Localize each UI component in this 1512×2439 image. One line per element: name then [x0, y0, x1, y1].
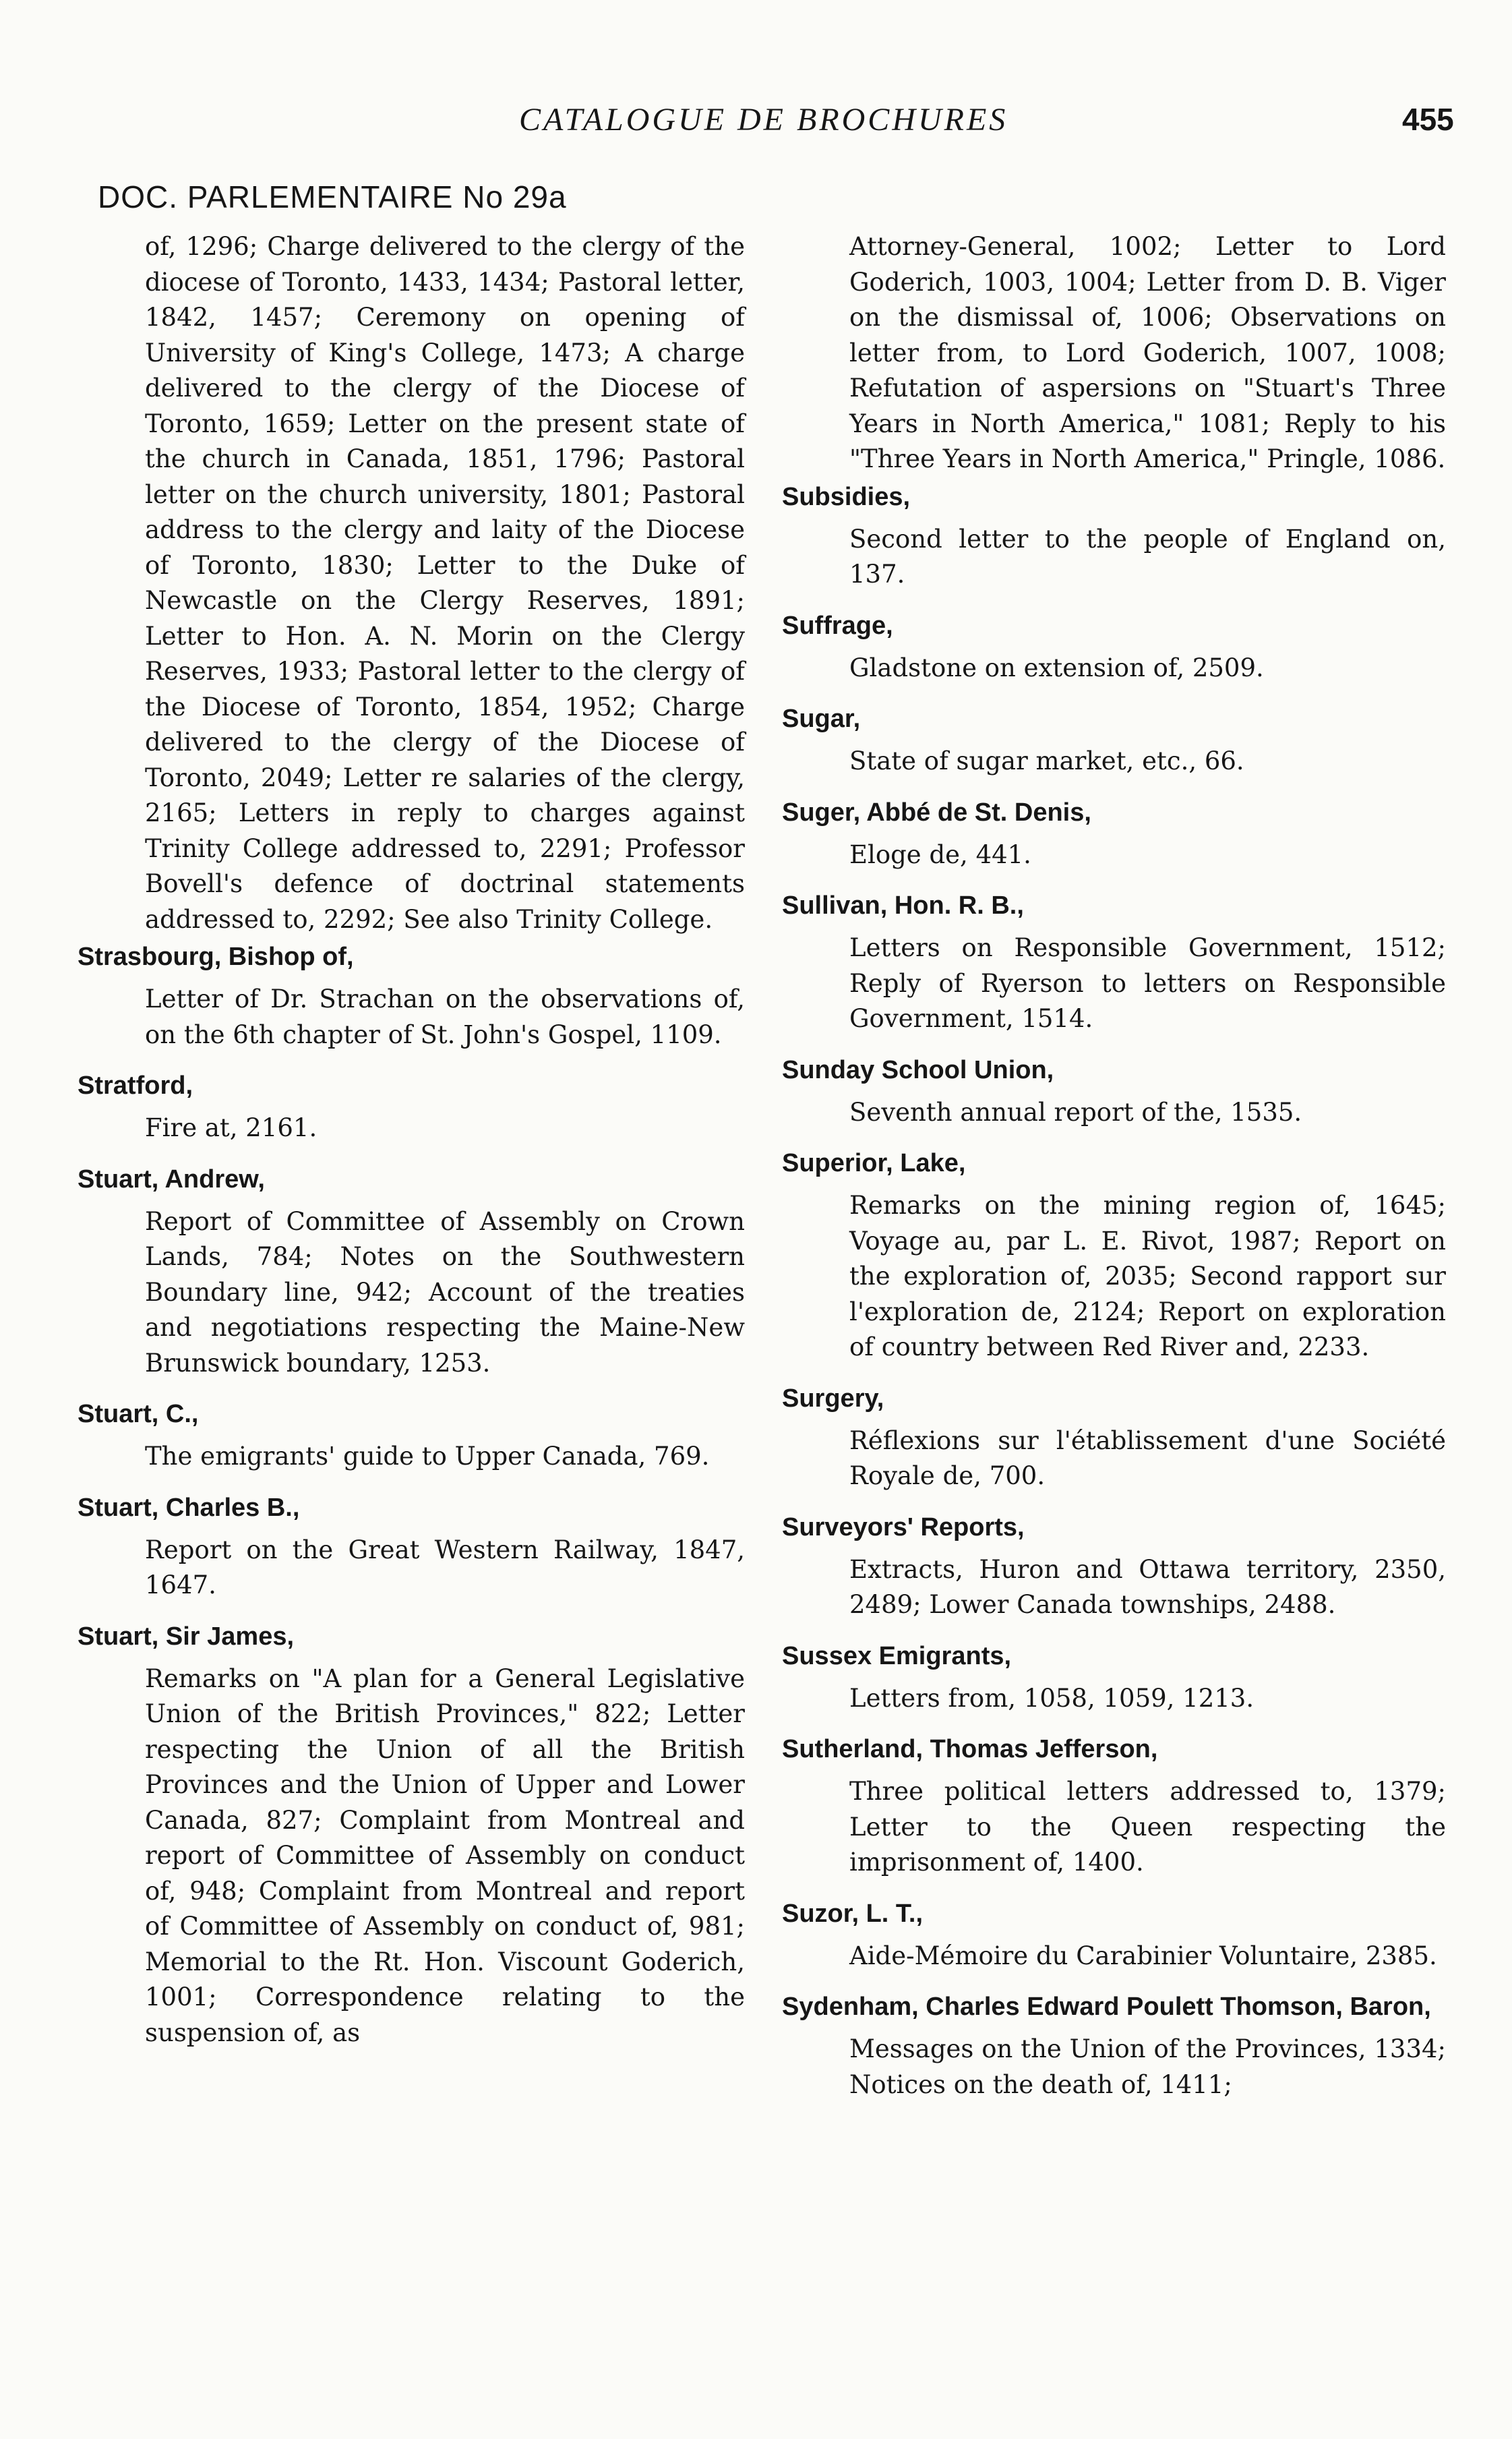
entry-text: Report of Committee of Assembly on Crown Lands, 784; Notes on the Southwestern Boundary line, 942; Account of the treaties and negotiations respecting the Maine-New Brunswick boundary, 1253. — [145, 1206, 745, 1378]
entry-heading: Surveyors' Reports, — [782, 1512, 1025, 1541]
index-entry — [782, 1894, 1446, 1974]
index-entry — [782, 1051, 1446, 1131]
index-entry — [782, 1379, 1446, 1494]
entry-text: Remarks on the mining region of, 1645; Voyage au, par L. E. Rivot, 1987; Report on the exploration of, 2035; Second rapport sur l'exploration de, 2124; Report on exploration of country between Red River and, 2233. — [849, 1191, 1446, 1361]
entry-heading: Stuart, Sir James, — [78, 1622, 295, 1651]
page-number: 455 — [1402, 102, 1454, 137]
entry-heading: Sussex Emigrants, — [782, 1641, 1012, 1670]
running-title: CATALOGUE DE BROCHURES — [519, 102, 1008, 138]
right-entries — [782, 477, 1446, 2103]
entry-text: Report on the Great Western Railway, 1847, 1647. — [145, 1535, 745, 1599]
left-entries — [78, 937, 745, 2051]
entry-heading: Stuart, Charles B., — [78, 1493, 300, 1522]
entry-heading: Sydenham, Charles Edward Poulett Thomson, Baron, — [782, 1993, 1431, 2021]
index-entry — [782, 1508, 1446, 1623]
entry-text: Second letter to the people of England on, 137. — [849, 524, 1446, 589]
running-head — [0, 101, 1512, 155]
entry-heading: Surgery, — [782, 1384, 884, 1413]
entry-text: Letter of Dr. Strachan on the observations of, on the 6th chapter of St. John's Gospel, 1109. — [145, 985, 745, 1049]
index-entry — [782, 699, 1446, 780]
entry-heading: Suger, Abbé de St. Denis, — [782, 798, 1091, 827]
index-entry — [78, 1617, 745, 2051]
entry-heading: Superior, Lake, — [782, 1149, 966, 1177]
entry-text: Remarks on "A plan for a General Legislative Union of the British Provinces," 822; Letter respecting the Union of all the British Provinces and the Union of Upper and Lower Canada, 827; Complaint from Montreal and report of Committee of Assembly on conduct of, 948; Complaint from Montreal and report of Committee of Assembly on conduct of, 981; Memorial to the Rt. Hon. Viscount Goderich, 1001; Correspondence relating to the suspension of, as — [145, 1664, 745, 2047]
index-entry — [782, 886, 1446, 1037]
entry-text: Three political letters addressed to, 1379; Letter to the Queen respecting the imprisonment of, 1400. — [849, 1777, 1446, 1877]
index-entry — [78, 937, 745, 1053]
entry-text: Letters from, 1058, 1059, 1213. — [849, 1683, 1254, 1713]
entry-heading: Subsidies, — [782, 482, 911, 511]
index-entry — [782, 1637, 1446, 1717]
entry-text: Eloge de, 441. — [849, 840, 1031, 869]
right-continuation-text: Attorney-General, 1002; Letter to Lord Goderich, 1003, 1004; Letter from D. B. Viger on the dismissal of, 1006; Observations on letter from, to Lord Goderich, 1007, 1008; Refutation of aspersions on "Stuart's Three Years in North America," 1081; Reply to his "Three Years in North America," Pringle, 1086. — [849, 232, 1446, 473]
entry-text: Fire at, 2161. — [145, 1113, 317, 1142]
index-entry — [78, 1160, 745, 1382]
entry-heading: Sutherland, Thomas Jefferson, — [782, 1735, 1158, 1763]
entry-heading: Suzor, L. T., — [782, 1899, 924, 1928]
index-entry — [782, 793, 1446, 873]
index-entry — [782, 606, 1446, 686]
entry-heading: Sugar, — [782, 705, 861, 733]
entry-text: Gladstone on extension of, 2509. — [849, 653, 1264, 682]
index-entry — [782, 1987, 1446, 2103]
entry-heading: Sullivan, Hon. R. B., — [782, 891, 1024, 920]
entry-heading: Strasbourg, Bishop of, — [78, 943, 354, 971]
entry-text: Aide-Mémoire du Carabinier Voluntaire, 2385. — [849, 1941, 1437, 1970]
index-entry — [78, 1066, 745, 1146]
left-column — [78, 229, 745, 2051]
entry-text: Messages on the Union of the Provinces, 1334; Notices on the death of, 1411; — [849, 2034, 1446, 2099]
right-column — [782, 229, 1446, 2103]
index-entry — [782, 1730, 1446, 1881]
index-entry — [78, 1488, 745, 1604]
left-continuation-text: of, 1296; Charge delivered to the clergy of the diocese of Toronto, 1433, 1434; Pastoral letter, 1842, 1457; Ceremony on opening of University of King's College, 1473; A charge delivered to the clergy of the Diocese of Toronto, 1659; Letter on the present state of the church in Canada, 1851, 1796; Pastoral letter on the church university, 1801; Pastoral address to the clergy and laity of the Diocese of Toronto, 1830; Letter to the Duke of Newcastle on the Clergy Reserves, 1891; Letter to Hon. A. N. Morin on the Clergy Reserves, 1933; Pastoral letter to the clergy of the Diocese of Toronto, 1854, 1952; Charge delivered to the clergy of the Diocese of Toronto, 2049; Letter re salaries of the clergy, 2165; Letters in reply to charges against Trinity College addressed to, 2291; Professor Bovell's defence of doctrinal statements addressed to, 2292; See also Trinity College. — [145, 232, 745, 934]
index-entry — [78, 1394, 745, 1475]
entry-heading: Sunday School Union, — [782, 1055, 1054, 1084]
entry-text: State of sugar market, etc., 66. — [849, 746, 1244, 775]
entry-heading: Suffrage, — [782, 611, 893, 640]
entry-text: Seventh annual report of the, 1535. — [849, 1097, 1302, 1127]
index-entry — [782, 477, 1446, 593]
entry-heading: Stuart, C., — [78, 1400, 199, 1428]
entry-text: Letters on Responsible Government, 1512; Reply of Ryerson to letters on Responsible Government, 1514. — [849, 933, 1446, 1033]
entry-text: Réflexions sur l'établissement d'une Société Royale de, 700. — [849, 1426, 1446, 1490]
entry-heading: Stratford, — [78, 1071, 193, 1100]
entry-text: Extracts, Huron and Ottawa territory, 2350, 2489; Lower Canada townships, 2488. — [849, 1554, 1446, 1619]
index-entry — [782, 1144, 1446, 1365]
doc-label: DOC. PARLEMENTAIRE No 29a — [98, 179, 567, 214]
entry-heading: Stuart, Andrew, — [78, 1165, 265, 1194]
entry-text: The emigrants' guide to Upper Canada, 769. — [145, 1442, 710, 1471]
